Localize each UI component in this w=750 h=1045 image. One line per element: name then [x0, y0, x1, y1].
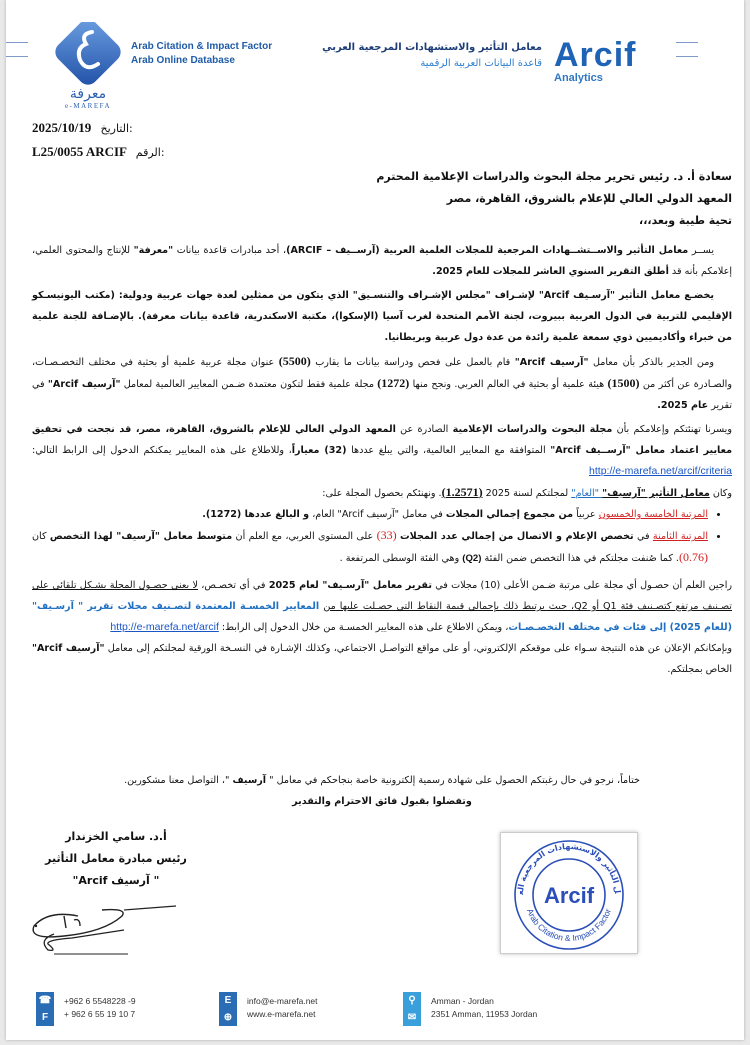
phone-number: +962 6 5548228 -9 [64, 996, 136, 1006]
english-titles [131, 40, 272, 68]
text: قام بالعمل على فحص ودراسة بيانات ما يقارب [310, 357, 515, 368]
paragraph-announcement [32, 638, 732, 680]
report-launch: أطلق التقرير السنوي العاشر للمجلات للعام 2025. [432, 266, 669, 277]
specialty-average-label: متوسط معامل "آرسيف" لهذا التخصص [49, 531, 233, 542]
letterhead [6, 0, 744, 110]
email-address[interactable]: info@e-marefa.net [247, 996, 318, 1006]
arabic-title-1: معامل التأثير والاستشهادات المرجعية العربي [322, 42, 542, 53]
arcif-name: "آرسيف Arcif" [514, 357, 589, 368]
text: ومن الجدير بالذكر بأن معامل [588, 357, 714, 368]
closing-section [32, 770, 732, 812]
text: وكان [709, 488, 732, 499]
phone-fax-icon [36, 992, 54, 1026]
text: . كما صُنفت مجلتكم في هذا التخصص ضمن الفئة [481, 553, 679, 564]
emarefa-logo [44, 22, 132, 110]
stamp-frame [500, 832, 638, 954]
website-address[interactable]: www.e-marefa.net [247, 1009, 316, 1019]
text: هيئة علمية أو بحثية في العالم العربي. ونجح منها [409, 379, 608, 390]
fax-number: + 962 6 55 19 10 7 [64, 1009, 136, 1019]
text: في أي تخصـص، [197, 580, 269, 591]
text: عربياً [573, 509, 599, 520]
handwritten-signature [28, 896, 178, 956]
recipient-block [32, 166, 732, 232]
phone-icon: ☎ [38, 995, 52, 1006]
email-letter-icon: E [224, 995, 232, 1006]
location-mail-icon [403, 992, 421, 1026]
arcif-link[interactable]: http://e-marefa.net/arcif [110, 621, 219, 633]
marefa-name: "معرفة" [133, 245, 174, 256]
arcif-logo [554, 38, 636, 84]
reference-label: الرقم: [135, 146, 165, 159]
signatory-name: أ.د. سامي الخزندار [65, 830, 167, 843]
fax-icon: F [41, 1012, 49, 1023]
paragraph-statistics [32, 351, 732, 416]
text: لمجلتكم لسنة 2025 [482, 488, 572, 499]
date-label: التاريخ: [100, 122, 133, 135]
text: الخاص بمجلتكم. [667, 664, 732, 675]
five-criteria-text: المعايير الخمسـة المعتمدة لتصـنيف مجلات تقرير " آرسـيف" (للعام 2025) إلى فئات في مختلف التخصـصـات [32, 601, 732, 633]
general-label: "العام" [571, 488, 603, 499]
ranking-item-specialty [32, 525, 708, 569]
arcif-name: "آرسيف Arcif" [47, 379, 121, 390]
paragraph-supervision: يخضـع معامل التأثير "آرسـيف Arcif" لإشـراف "مجلس الإشـراف والتنسـيق" الذي يتكون من ممثلين لعدة جهات عربية ودولية: (مكتب اليونيسـكو الإقليمي للتربية في الدول العربية ببيروت، لجنة الأمم المتحدة لغرب آسيا (الإسكوا)، مكتبة الاسكندرية، قاعدة بيانات معرفة). بالإضـافة للجنة علمية من خبراء وأكاديميين ذوي سمعة علمية رائدة من عدة دول عربية وبريطانيا. [32, 290, 732, 343]
svg-text:e-MAREFA: e-MAREFA [64, 102, 112, 110]
text: للإنتاج والمحتوى العلمي، إعلامكم بأنه قد [32, 245, 732, 277]
analytics-label: Analytics [554, 72, 603, 84]
footer-web [219, 992, 318, 1026]
decorative-lines-left [6, 42, 28, 70]
accreditation-statement: المعهد الدولي العالي للإعلام بالشروق، القاهرة، مصر، قد نجحت في تحقيق معايير اعتماد معامل "آرســيف Arcif" [32, 424, 733, 456]
text: وبإمكانكم الإعلان عن هذه النتيجة سـواء على موقعكم الإلكتروني، أو على مواقع التواصـل الاجتماعي، وكذلك الإشـارة في النسـخة الورقية لمجلتكم إلى معامل [104, 643, 732, 654]
signatory-title: رئيس مبادرة معامل التأثير [45, 852, 187, 865]
specialty-average-value: (0.76) [679, 550, 708, 564]
text: ، وللاطلاع على هذه المعايير يمكنكم الدخول إلى الرابط التالي: [32, 445, 292, 456]
text: في تقرير [32, 379, 732, 411]
text: ، ويمكن الاطلاع على هذه المعايير الخمسـة من خلال الدخول إلى الرابط: [218, 622, 509, 633]
quartile-disclaimer: لا يعني حصـول المجلة بشـكل تلقائي على تصـنيف مرتفع كتصـنيف فئة Q1 أو Q2، حيث يرتبط ذلك بإجمالي قيمة النقاط التي حصـلت عليها من [32, 580, 732, 612]
city-address: Amman - Jordan [431, 996, 494, 1006]
globe-icon: ⊕ [223, 1012, 233, 1023]
text: راجين العلم أن حصـول أي مجلة على مرتبة ضـمن الأعلى (10) مجلات في [431, 580, 732, 591]
text: على المستوى العربي، مع العلم أن [232, 531, 377, 542]
paragraph-intro [32, 240, 732, 282]
paragraph-note [32, 575, 732, 638]
impact-factor-label: معامل التأثير "آرسيف" [602, 488, 710, 499]
greeting: تحية طيبة وبعد،،، [639, 214, 732, 227]
arcif-name: آرسيف [232, 775, 267, 786]
regards-line: وتفضلوا بقبول فائق الاحترام والتقدير [292, 796, 472, 807]
svg-text:Arab Citation & Impact Factor: Arab Citation & Impact Factor [524, 907, 613, 944]
footer-address [403, 992, 537, 1026]
rankings-list [32, 504, 732, 569]
closing-paragraph [32, 770, 732, 791]
reference-line [32, 144, 165, 160]
text: كان [32, 531, 50, 542]
criteria-count: (32) معياراً [291, 445, 347, 456]
total-journals: و البالغ عددها (1272). [202, 509, 310, 520]
signatory-org: " آرسيف Arcif" [72, 874, 160, 887]
english-title-1: Arab Citation & Impact Factor [131, 41, 273, 52]
reference-value: L25/0055 ARCIF [32, 144, 127, 159]
decorative-lines-right [676, 42, 698, 70]
date-line [32, 120, 133, 136]
text: ختاماً، نرجو في حال رغبتكم الحصول على شهادة رسمية إلكترونية خاصة بنجاحكم في معامل " [266, 775, 640, 786]
ranking-item-overall [32, 504, 708, 525]
specialty-name: تخصص الإعلام و الاتصال من إجمالي عدد المجلات [400, 531, 634, 542]
accredited-count: (1272) [377, 376, 410, 390]
text: مجلة علمية فقط لتكون معتمدة ضـمن المعايير العالمية لمعامل [120, 379, 378, 390]
paragraph-congratulations [32, 419, 732, 482]
institution-line: المعهد الدولي العالي للإعلام بالشروق، القاهرة، مصر [446, 192, 732, 205]
journals-examined-count: (5500) [278, 354, 311, 368]
recipient-line: سعادة أ. د. رئيس تحرير مجلة البحوث والدراسات الإعلامية المحترم [376, 170, 732, 183]
letter-footer [6, 990, 744, 1030]
text: "، التواصل معنا مشكورين. [124, 775, 233, 786]
quartile: (Q2) [462, 553, 482, 564]
location-pin-icon: ⚲ [408, 995, 416, 1006]
text: وهي الفئة الوسطى المرتفعة . [339, 553, 463, 564]
journal-name: مجلة البحوث والدراسات الإعلامية [452, 424, 613, 435]
report-year: عام 2025. [657, 400, 709, 411]
institutions-count: (1500) [607, 376, 640, 390]
report-name: تقرير معامل "آرسـيف" لعام 2025 [268, 580, 432, 591]
text: الصادرة عن [395, 424, 453, 435]
arcif-name: "آرسيف Arcif" [32, 643, 105, 654]
specialty-journal-count: (33) [376, 528, 397, 542]
date-value: 2025/10/19 [32, 120, 92, 135]
arabic-title-2: قاعدة البيانات العربية الرقمية [420, 58, 542, 69]
criteria-link[interactable]: http://e-marefa.net/arcif/criteria [589, 465, 732, 477]
text: ويسرنا تهنئتكم وإعلامكم بأن [612, 424, 732, 435]
arcif-full-name: معامل التأثير والاســتشــهادات المرجعية للمجلات العلمية العربية (آرســيف – ARCIF) [286, 245, 689, 256]
text: . ونهنئكم بحصول المجلة على: [322, 488, 442, 499]
signatory-block [36, 826, 196, 892]
paragraph-impact-factor [32, 482, 732, 504]
footer-phone [36, 992, 136, 1026]
envelope-icon: ✉ [407, 1012, 417, 1023]
svg-text:Arcif: Arcif [543, 883, 595, 908]
official-stamp [501, 833, 637, 953]
svg-text:معامل التأثير والاستشهادات الم: ل التأثير والاستشهادات المرجعية الع [515, 841, 623, 896]
impact-factor-value: (1.2571) [441, 485, 483, 499]
text: المتوافقة مع المعايير العالمية، والتي يبلغ عددها [346, 445, 551, 456]
text: في [633, 531, 653, 542]
text: يســر [688, 245, 714, 256]
svg-text:معرفة: معرفة [69, 86, 107, 102]
letter-body [32, 240, 732, 680]
email-web-icon [219, 992, 237, 1026]
specialty-rank: المرتبة الثامنة [652, 531, 709, 542]
arcif-wordmark: Arcif [554, 36, 637, 74]
overall-rank: المرتبة الخامسة والخمسون [598, 509, 708, 520]
text: من مجموع إجمالي المجلات [445, 509, 574, 520]
text: ، أحد مبادرات قاعدة بيانات [173, 245, 287, 256]
text: في معامل "آرسيف Arcif" العام، [309, 509, 446, 520]
arabic-titles [306, 40, 542, 72]
letter-page [6, 0, 744, 1040]
text: عنوان مجلة عربية علمية أو بحثية في مختلف التخصـصـات، والصـادرة عن أكثر من [32, 357, 732, 390]
postal-address: 2351 Amman, 11953 Jordan [431, 1009, 538, 1019]
english-title-2: Arab Online Database [131, 55, 235, 66]
